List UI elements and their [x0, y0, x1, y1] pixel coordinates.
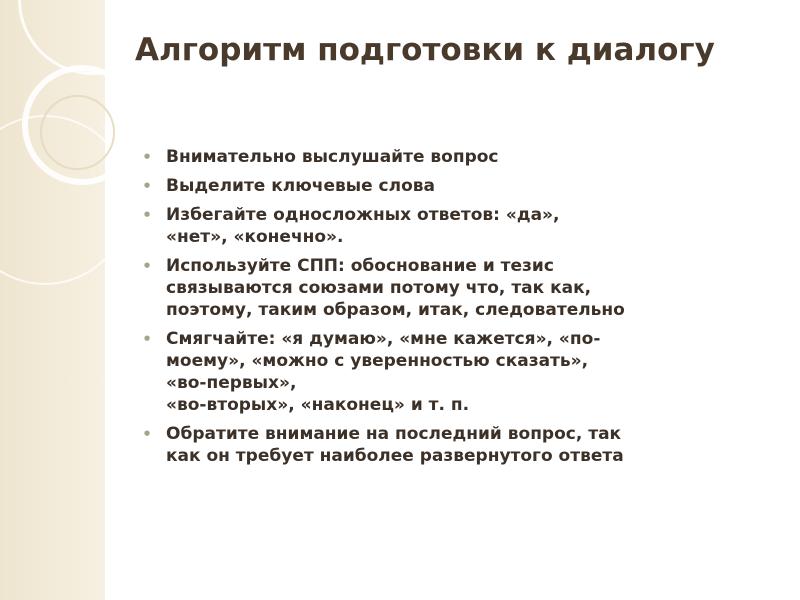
bullet-item	[140, 204, 790, 248]
bullet-text-line: как он требует наиболее развернутого ответа	[166, 446, 624, 466]
bullet-text-line: моему», «можно с уверенностью сказать»,	[166, 351, 589, 371]
decorative-side-panel	[0, 0, 105, 600]
bullet-text-line: Обратите внимание на последний вопрос, так	[166, 424, 622, 444]
bullet-text-line: «нет», «конечно».	[166, 227, 344, 247]
bullet-icon: •	[142, 177, 152, 195]
bullet-text-line: поэтому, таким образом, итак, следовательно	[166, 300, 625, 320]
bullet-list	[140, 146, 790, 474]
bullet-icon: •	[142, 206, 152, 224]
bullet-item	[140, 255, 790, 321]
decorative-ring-icon	[40, 95, 115, 170]
bullet-text-line: Смягчайте: «я думаю», «мне кажется», «по-	[166, 329, 601, 349]
bullet-item	[140, 146, 790, 168]
bullet-text-line: Избегайте односложных ответов: «да»,	[166, 205, 560, 225]
bullet-icon: •	[142, 148, 152, 166]
bullet-item	[140, 175, 790, 197]
bullet-icon: •	[142, 425, 152, 443]
bullet-text-line: «во-первых»,	[166, 373, 297, 393]
slide-title: Алгоритм подготовки к диалогу	[135, 32, 715, 68]
bullet-icon: •	[142, 330, 152, 348]
bullet-text-line: Внимательно выслушайте вопрос	[166, 147, 499, 167]
bullet-text-line: Выделите ключевые слова	[166, 176, 435, 196]
bullet-icon: •	[142, 257, 152, 275]
bullet-item	[140, 328, 790, 416]
bullet-text-line: Используйте СПП: обоснование и тезис	[166, 256, 554, 276]
bullet-item	[140, 423, 790, 467]
bullet-text-line: связываются союзами потому что, так как,	[166, 278, 592, 298]
bullet-text-line: «во-вторых», «наконец» и т. п.	[166, 395, 470, 415]
